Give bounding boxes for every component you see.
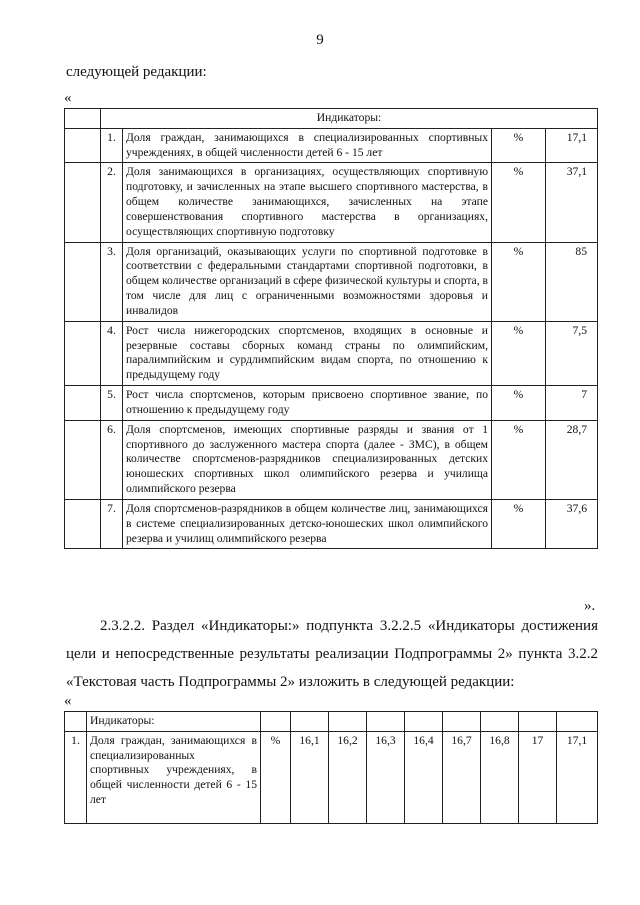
row-unit: % (492, 242, 546, 321)
table-cell-empty (65, 712, 87, 732)
open-quote: « (64, 90, 72, 106)
year-value: 16,8 (481, 731, 519, 823)
row-value: 37,6 (546, 499, 598, 548)
indicators-table-by-year (64, 711, 598, 824)
year-value: 17 (519, 731, 557, 823)
year-value: 16,4 (405, 731, 443, 823)
table-cell-empty (367, 712, 405, 732)
row-text: Доля организаций, оказывающих услуги по спортивной подготовке в соответствии с федеральными стандартами спортивной подготовки, в общем количестве организаций в сфере физической культуры и спорта, в том числе для лиц с ограниченными возможностями здоровья и инвалидов (123, 242, 492, 321)
table-header: Индикаторы: (87, 712, 261, 732)
row-value: 37,1 (546, 163, 598, 242)
row-unit: % (492, 321, 546, 385)
table-cell-empty (65, 499, 101, 548)
row-value: 17,1 (546, 128, 598, 163)
year-value: 16,7 (443, 731, 481, 823)
indicators-table (64, 108, 598, 549)
row-number: 2. (101, 163, 123, 242)
year-value: 17,1 (557, 731, 598, 823)
table-row (65, 386, 598, 421)
row-number: 1. (101, 128, 123, 163)
row-value: 7 (546, 386, 598, 421)
table-cell-empty (443, 712, 481, 732)
table-row (65, 321, 598, 385)
table-row (65, 242, 598, 321)
intro-text: следующей редакции: (66, 64, 207, 80)
row-value: 85 (546, 242, 598, 321)
table-row (65, 731, 598, 823)
open-quote-2: « (64, 693, 72, 709)
table-cell-empty (329, 712, 367, 732)
table-cell-empty (261, 712, 291, 732)
table-cell-empty (557, 712, 598, 732)
row-unit: % (261, 731, 291, 823)
row-unit: % (492, 386, 546, 421)
table-cell-empty (65, 242, 101, 321)
table-cell-empty (65, 386, 101, 421)
table-cell-empty (291, 712, 329, 732)
table-header: Индикаторы: (101, 109, 598, 129)
close-quote: ». (584, 598, 596, 614)
row-text: Рост числа нижегородских спортсменов, входящих в основные и резервные составы сборных команд страны по олимпийским, паралимпийским и сурдлимпийским видам спорта, по отношению к предыдущему году (123, 321, 492, 385)
table-cell-empty (405, 712, 443, 732)
row-unit: % (492, 499, 546, 548)
row-text: Доля граждан, занимающихся в специализированных спортивных учреждениях, в общей численности детей 6 - 15 лет (123, 128, 492, 163)
row-text: Доля спортсменов-разрядников в общем количестве лиц, занимающихся в системе специализированных детско-юношеских школ олимпийского резерва и училищ олимпийского резерва (123, 499, 492, 548)
table-row (65, 499, 598, 548)
row-number: 4. (101, 321, 123, 385)
row-unit: % (492, 128, 546, 163)
table-row (65, 420, 598, 499)
body-paragraph: 2.3.2.2. Раздел «Индикаторы:» подпункта 3.2.2.5 «Индикаторы достижения цели и непосредственные результаты реализации Подпрограммы 2» пункта 3.2.2 «Текстовая часть Подпрограммы 2» изложить в следующей редакции: (66, 618, 598, 690)
row-unit: % (492, 420, 546, 499)
row-value: 28,7 (546, 420, 598, 499)
table-cell-empty (65, 109, 101, 129)
row-number: 6. (101, 420, 123, 499)
row-number: 3. (101, 242, 123, 321)
table-cell-empty (65, 163, 101, 242)
table-cell-empty (65, 128, 101, 163)
table-cell-empty (65, 321, 101, 385)
row-value: 7,5 (546, 321, 598, 385)
year-value: 16,3 (367, 731, 405, 823)
table-header-row (65, 712, 598, 732)
table-row (65, 128, 598, 163)
table-row (65, 163, 598, 242)
row-text: Доля спортсменов, имеющих спортивные разряды и звания от 1 спортивного до заслуженного мастера спорта (далее - ЗМС), в общем количестве спортсменов-разрядников специализированных детских юношеских спортивных школ олимпийского резерва и училища олимпийского резерва (123, 420, 492, 499)
table-cell-empty (65, 420, 101, 499)
row-text: Доля граждан, занимающихся в специализированных спортивных учреждениях, в общей численности детей 6 - 15 лет (87, 731, 261, 823)
table-cell-empty (519, 712, 557, 732)
row-text: Рост числа спортсменов, которым присвоено спортивное звание, по отношению к предыдущему году (123, 386, 492, 421)
row-number: 1. (65, 731, 87, 823)
year-value: 16,2 (329, 731, 367, 823)
year-value: 16,1 (291, 731, 329, 823)
table-header-row (65, 109, 598, 129)
table-cell-empty (481, 712, 519, 732)
page-number: 9 (316, 32, 324, 48)
row-unit: % (492, 163, 546, 242)
row-number: 7. (101, 499, 123, 548)
row-number: 5. (101, 386, 123, 421)
row-text: Доля занимающихся в организациях, осуществляющих спортивную подготовку, и зачисленных на этапе высшего спортивного мастерства, в общем количестве занимающихся, зачисленных на этапе совершенствования спортивного мастерства в организациях, осуществляющих спортивную подготовку (123, 163, 492, 242)
